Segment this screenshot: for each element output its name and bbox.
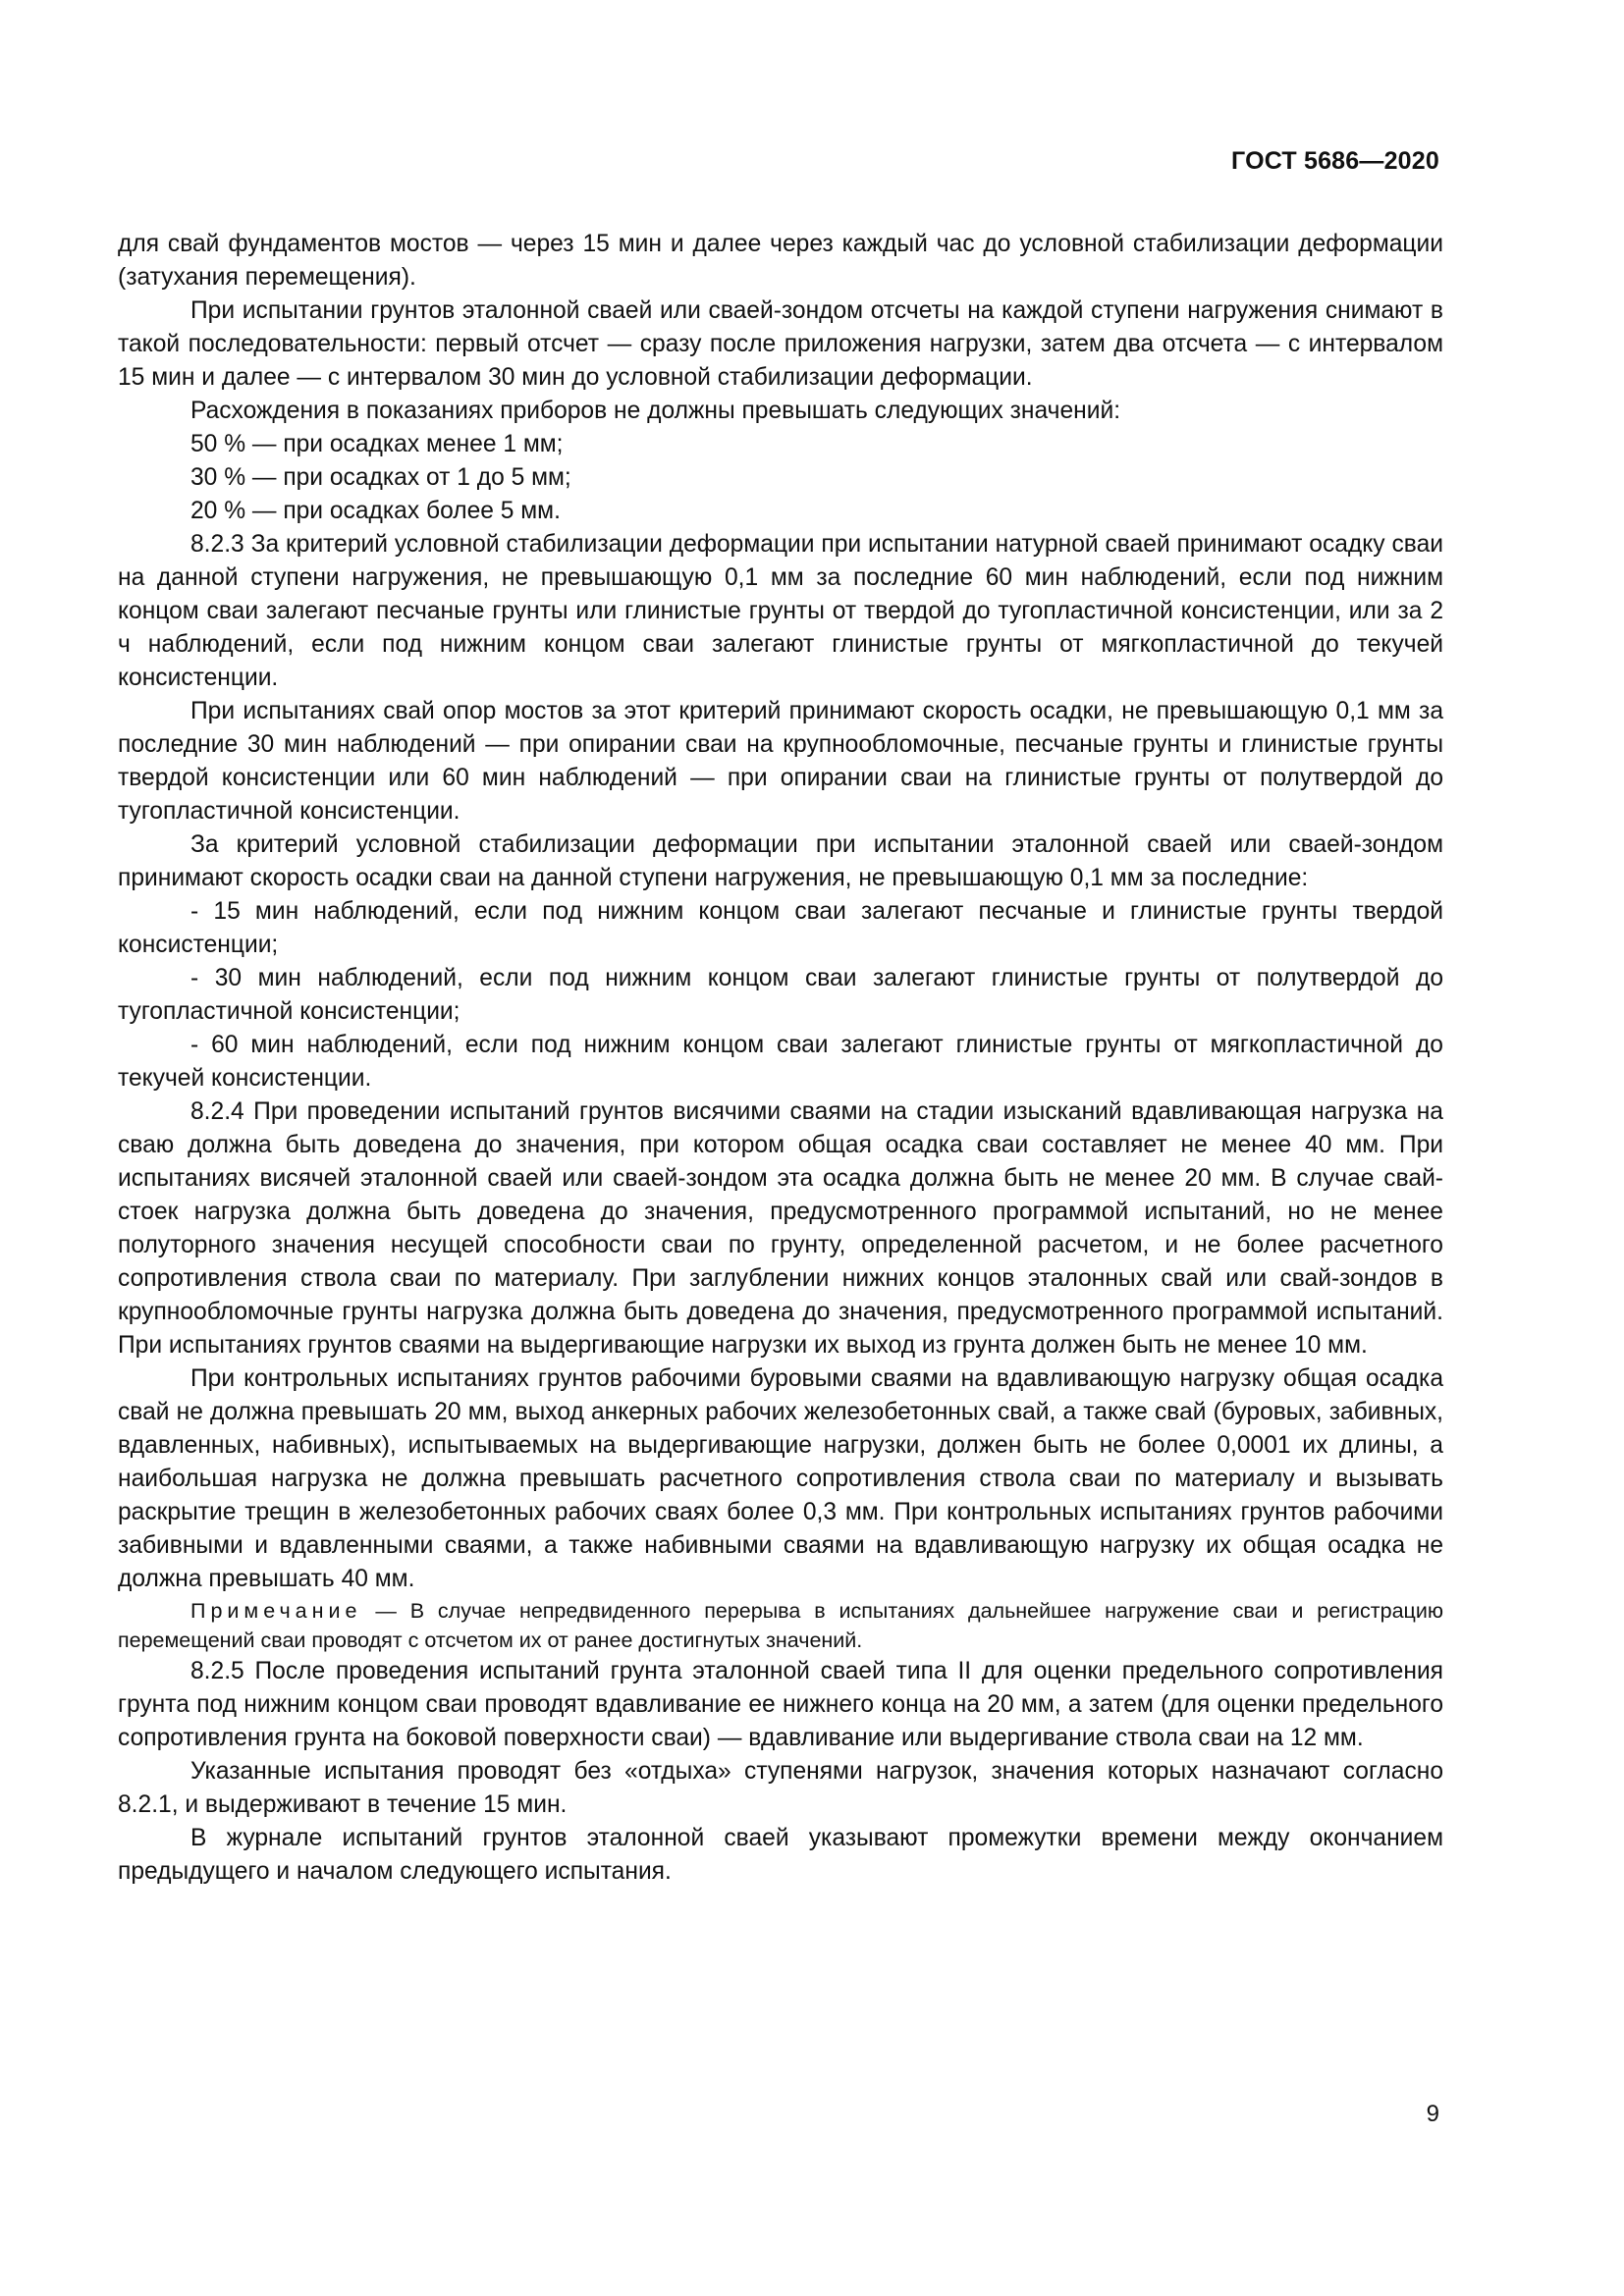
- document-body: [118, 228, 1443, 1889]
- standard-code-header: ГОСТ 5686—2020: [1231, 147, 1439, 175]
- dash-list-item: - 30 мин наблюдений, если под нижним концом сваи залегают глинистые грунты от полутвердой до тугопластичной консистенции;: [118, 965, 1443, 1025]
- paragraph: При испытаниях свай опор мостов за этот критерий принимают скорость осадки, не превышающую 0,1 мм за последние 30 мин наблюдений — при опирании сваи на крупнообломочные, песчаные грунты и глинистые грунты твердой консистенции или 60 мин наблюдений — при опирании сваи на глинистые грунты от полутвердой до тугопластичной консистенции.: [118, 698, 1443, 825]
- paragraph: для свай фундаментов мостов — через 15 мин и далее через каждый час до условной стабилизации деформации (затухания перемещения).: [118, 231, 1443, 291]
- page-number: 9: [1426, 2101, 1439, 2127]
- note-text: — В случае непредвиденного перерыва в испытаниях дальнейшее нагружение сваи и регистрацию перемещений сваи проводят с отсчетом их от ранее достигнутых значений.: [118, 1599, 1443, 1652]
- paragraph: В журнале испытаний грунтов эталонной сваей указывают промежутки времени между окончанием предыдущего и началом следующего испытания.: [118, 1825, 1443, 1885]
- paragraph: Указанные испытания проводят без «отдыха» ступенями нагрузок, значения которых назначают согласно 8.2.1, и выдерживают в течение 15 мин.: [118, 1758, 1443, 1818]
- paragraph: Расхождения в показаниях приборов не должны превышать следующих значений:: [190, 398, 1121, 424]
- list-item: 30 % — при осадках от 1 до 5 мм;: [190, 464, 571, 491]
- dash-list-item: - 60 мин наблюдений, если под нижним концом сваи залегают глинистые грунты от мягкопластичной до текучей консистенции.: [118, 1032, 1443, 1092]
- list-item: 20 % — при осадках более 5 мм.: [190, 498, 561, 524]
- paragraph-8-2-3: 8.2.3 За критерий условной стабилизации деформации при испытании натурной сваей принимают осадку сваи на данной ступени нагружения, не превышающую 0,1 мм за последние 60 мин наблюдений, если под нижним концом сваи залегают песчаные грунты или глинистые грунты от твердой до тугопластичной консистенции, или за 2 ч наблюдений, если под нижним концом сваи залегают глинистые грунты от мягкопластичной до текучей консистенции.: [118, 531, 1443, 691]
- note-label: Примечание: [190, 1599, 362, 1623]
- note: [118, 1596, 1443, 1655]
- dash-list-item: - 15 мин наблюдений, если под нижним концом сваи залегают песчаные и глинистые грунты твердой консистенции;: [118, 898, 1443, 958]
- paragraph: При контрольных испытаниях грунтов рабочими буровыми сваями на вдавливающую нагрузку общая осадка свай не должна превышать 20 мм, выход анкерных рабочих железобетонных свай, а также свай (буровых, забивных, вдавленных, набивных), испытываемых на выдергивающие нагрузки, должен быть не более 0,0001 их длины, а наибольшая нагрузка не должна превышать расчетного сопротивления ствола сваи по материалу и вызывать раскрытие трещин в железобетонных рабочих сваях более 0,3 мм. При контрольных испытаниях грунтов рабочими забивными и вдавленными сваями, а также набивными сваями на вдавливающую нагрузку их общая осадка не должна превышать 40 мм.: [118, 1365, 1443, 1592]
- paragraph: За критерий условной стабилизации деформации при испытании эталонной сваей или сваей-зондом принимают скорость осадки сваи на данной ступени нагружения, не превышающую 0,1 мм за последние:: [118, 831, 1443, 891]
- paragraph: При испытании грунтов эталонной сваей или сваей-зондом отсчеты на каждой ступени нагружения снимают в такой последовательности: первый отсчет — сразу после приложения нагрузки, затем два отсчета — с интервалом 15 мин и далее — с интервалом 30 мин до условной стабилизации деформации.: [118, 297, 1443, 391]
- paragraph-8-2-5: 8.2.5 После проведения испытаний грунта эталонной сваей типа II для оценки предельного сопротивления грунта под нижним концом сваи проводят вдавливание ее нижнего конца на 20 мм, а затем (для оценки предельного сопротивления грунта на боковой поверхности сваи) — вдавливание или выдергивание ствола сваи на 12 мм.: [118, 1658, 1443, 1751]
- paragraph-8-2-4: 8.2.4 При проведении испытаний грунтов висячими сваями на стадии изысканий вдавливающая нагрузка на сваю должна быть доведена до значения, при котором общая осадка сваи составляет не менее 40 мм. При испытаниях висячей эталонной сваей или сваей-зондом эта осадка должна быть не менее 20 мм. В случае свай-стоек нагрузка должна быть доведена до значения, предусмотренного программой испытаний, но не менее полуторного значения несущей способности сваи по грунту, определенной расчетом, и не более расчетного сопротивления ствола сваи по материалу. При заглублении нижних концов эталонных свай или свай-зондов в крупнообломочные грунты нагрузка должна быть доведена до значения, предусмотренного программой испытаний. При испытаниях грунтов сваями на выдергивающие нагрузки их выход из грунта должен быть не менее 10 мм.: [118, 1098, 1443, 1359]
- list-item: 50 % — при осадках менее 1 мм;: [190, 431, 564, 457]
